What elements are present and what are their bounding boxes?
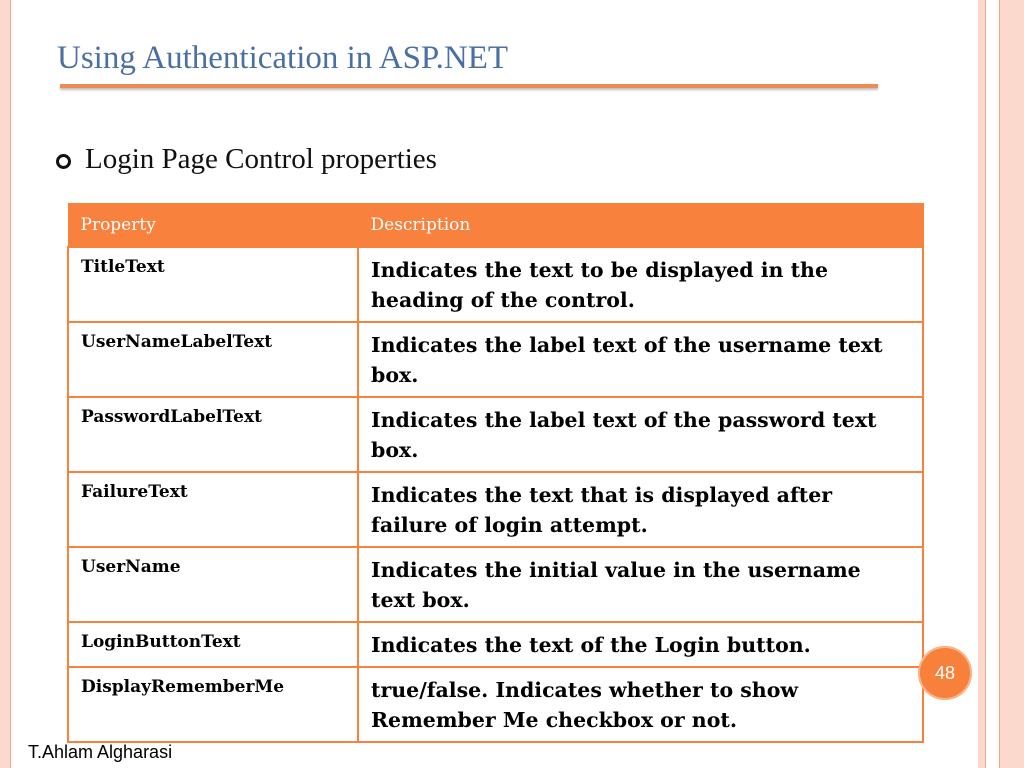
description-cell: Indicates the label text of the password text box.	[358, 397, 923, 472]
slide-title: Using Authentication in ASP.NET	[57, 40, 509, 76]
property-cell: UserNameLabelText	[68, 322, 358, 397]
bullet-item	[56, 143, 437, 176]
description-cell: Indicates the initial value in the username text box.	[358, 547, 923, 622]
table-row	[68, 622, 923, 667]
table-row	[68, 247, 923, 322]
title-underline	[60, 84, 878, 88]
description-cell: Indicates the text to be displayed in the heading of the control.	[358, 247, 923, 322]
property-cell: PasswordLabelText	[68, 397, 358, 472]
bullet-text: Login Page Control properties	[85, 143, 437, 175]
table-row	[68, 472, 923, 547]
properties-table	[67, 203, 924, 743]
property-cell: TitleText	[68, 247, 358, 322]
table-row	[68, 322, 923, 397]
property-cell: DisplayRememberMe	[68, 667, 358, 742]
left-border-line	[10, 0, 11, 768]
table-header-row	[68, 204, 923, 248]
bullet-circle-icon	[56, 154, 71, 169]
property-cell: FailureText	[68, 472, 358, 547]
header-description: Description	[358, 204, 923, 248]
description-cell: Indicates the label text of the username text box.	[358, 322, 923, 397]
header-property: Property	[68, 204, 358, 248]
description-cell: Indicates the text of the Login button.	[358, 622, 923, 667]
table-row	[68, 547, 923, 622]
property-cell: LoginButtonText	[68, 622, 358, 667]
right-border-gap	[986, 0, 999, 768]
right-border-stripe-outer	[1000, 0, 1024, 768]
footer-author: T.Ahlam Algharasi	[28, 742, 173, 762]
property-cell: UserName	[68, 547, 358, 622]
page-number: 48	[934, 662, 956, 683]
table-row	[68, 397, 923, 472]
left-border-stripe	[0, 0, 10, 768]
right-border-stripe	[978, 0, 985, 768]
description-cell: Indicates the text that is displayed after failure of login attempt.	[358, 472, 923, 547]
page-number-badge	[918, 646, 972, 700]
description-cell: true/false. Indicates whether to show Remember Me checkbox or not.	[358, 667, 923, 742]
table-row	[68, 667, 923, 742]
